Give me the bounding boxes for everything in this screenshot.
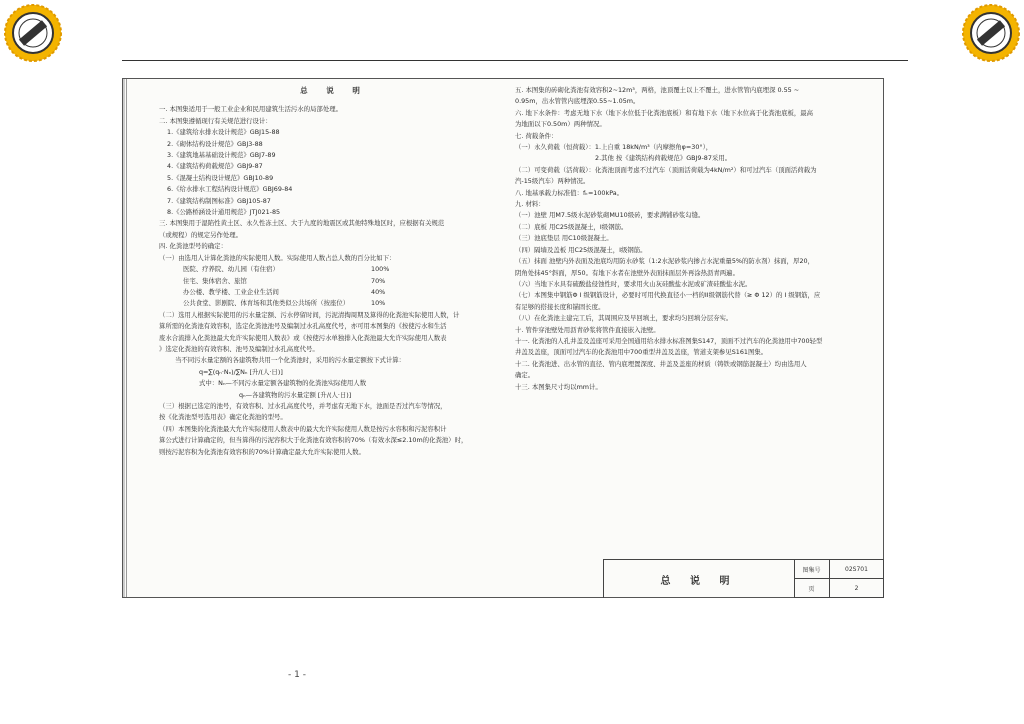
text-line: 算公式进行计算确定的，但当算得的污泥容积大于化粪池有效容积的70%（有效水深≤2.10m的化粪池）时， [159, 436, 468, 445]
usage-name: 住宅、集体宿舍、旅馆 [183, 276, 247, 285]
text-line: （七）本图集中钢筋Φ I 级钢筋设计，必要时可用代换直径小一档的II级钢筋代替（≥ Φ 12）的 I 级钢筋，应 [515, 291, 821, 300]
seal-icon-right [962, 4, 1020, 62]
text-line: 一. 本图集适用于一般工业企业和民用建筑生活污水的局部处理。 [159, 105, 342, 114]
text-line: 十二. 化粪池进、出水管的直径、管内底埋置深度、井盖及盖座的材质（铸铁或钢筋混凝土）均由选用人 [515, 359, 807, 368]
text-line: （二）选用人根据实际使用的污水量定额、污水停留时间，污泥清掏周期及算得的化粪池实际使用人数，计 [159, 310, 460, 319]
usage-name: 公共食堂、影剧院、体育场和其他类似公共场所（按座位） [183, 299, 350, 308]
text-line: 八. 地基承载力标准值：fₖ=100kPa。 [515, 188, 624, 197]
usage-name: 办公楼、教学楼、工业企业生活间 [183, 287, 279, 296]
text-line: （五）抹面 池壁内外表面及池底均用防水砂浆（1:2水泥砂浆内掺占水泥重量5%的防水剂）抹面，厚20， [515, 257, 814, 266]
text-line: 按《化粪池型号选用表》确定化粪池的型号。 [159, 413, 287, 422]
text-line: 0.95m，出水管管内底埋深0.55~1.05m。 [515, 97, 640, 106]
usage-pct: 100% [371, 265, 390, 274]
usage-pct: 70% [371, 276, 386, 285]
text-line: 3.《建筑地基基础设计规范》GBJ7-89 [167, 151, 276, 160]
text-line: （四）隔墙及盖板 用C25级混凝土，I级钢筋。 [515, 245, 647, 254]
usage-name: 医院、疗养院、幼儿园（有住宿） [183, 265, 279, 274]
text-line: 三. 本图集用于湿陷性黄土区、永久性冻土区、大于九度的地震区或其他特殊地区时，应根据有关规范 [159, 219, 445, 228]
text-line: 6.《给水排水工程结构设计规范》GBJ69-84 [167, 185, 293, 194]
usage-row [159, 264, 509, 275]
text-line: （一）永久荷载（恒荷载）：1.上自重 18kN/m³（内摩擦角φ=30°）， [515, 143, 713, 152]
formula: q=∑(qₙ·Nₙ)/∑Nₙ [升/(人·日)] [199, 367, 283, 376]
text-line: 2.《砌体结构设计规范》GBJ3-88 [167, 139, 263, 148]
sheet-page-number: 2 [830, 579, 884, 598]
usage-row [159, 276, 509, 287]
sheet-edge [126, 79, 127, 597]
text-line: （三）池底垫层 用C10级混凝土。 [515, 234, 613, 243]
text-line: 1.《建筑给水排水设计规范》GBJ15-88 [167, 128, 280, 137]
text-line: （二）可变荷载（活荷载）：化粪池顶面考虑不过汽车（顶面活荷载为4kN/m²）和可过汽车（顶面活荷载为 [515, 165, 817, 174]
text-line: （二）底板 用C25级混凝土，I级钢筋。 [515, 222, 628, 231]
text-line: 汽-15级汽车）两种情况。 [515, 177, 590, 186]
title-block [603, 559, 884, 598]
text-line: 2.其他 按《建筑结构荷载规范》GBJ9-87采用。 [595, 154, 732, 163]
text-line: （一）由选用人计算化粪池的实际使用人数。实际使用人数占总人数的百分比如下： [159, 253, 396, 262]
page-label: 页 [794, 579, 830, 598]
text-line: 为地面以下0.50m）两种情况。 [515, 120, 606, 129]
text-line: 5.《混凝土结构设计规范》GBJ10-89 [167, 173, 274, 182]
text-line: （四）本图集的化粪池最大允许实际使用人数表中的最大允许实际使用人数是按污水容积和污泥容积计 [159, 424, 447, 433]
document-title: 总 说 明 [300, 86, 368, 95]
atlas-number: 02S701 [830, 560, 884, 579]
seal-icon-left [4, 4, 62, 62]
text-line: （六）当地下水具有硫酸盐侵蚀性时，要求用火山灰硅酸盐水泥或矿渣硅酸盐水泥。 [515, 279, 752, 288]
text-line: 阴角处抹45°斜面，厚50。有地下水者在池壁外表面抹面层外再涂热沥青两遍。 [515, 268, 739, 277]
text-line: 当不同污水量定额的各建筑物共用一个化粪池时，采用的污水量定额按下式计算： [175, 356, 406, 365]
text-line: 确定。 [515, 371, 535, 380]
drawing-sheet [122, 78, 884, 598]
usage-row [159, 298, 509, 309]
right-column [515, 85, 875, 393]
usage-pct: 10% [371, 299, 386, 308]
left-column [159, 85, 509, 458]
text-line: 二. 本图集遵循现行有关规范进行设计： [159, 116, 272, 125]
text-line: 废水合流排入化粪池最大允许实际使用人数表》或《按使污水单独排入化粪池最大允许实际使用人数表 [159, 333, 447, 342]
text-line: （三）根据已选定的池号，有效容积、过水孔高度代号，并考虑有无地下水，池面是否过汽车等情况， [159, 401, 447, 410]
text-line: 7.《建筑结构制图标准》GBJ105-87 [167, 196, 271, 205]
usage-row [159, 287, 509, 298]
text-line: 六. 地下水条件：考虑无地下水（地下水位低于化粪池底板）和有地下水（地下水位高于化粪池底板，最高 [515, 108, 814, 117]
atlas-label: 图集号 [794, 560, 830, 579]
text-line: （八）在化粪池主建完工后，其周围应及早回填土，要求均匀回填分层夯实。 [515, 314, 733, 323]
text-line: 七. 荷载条件： [515, 131, 558, 140]
text-line: 》选定化粪池的有效容积、池号及编制过水孔高度代号。 [159, 344, 319, 353]
title-block-main: 总 说 明 [604, 560, 795, 598]
text-line: 十一. 化粪池的人孔井盖及盖座可采用全国通用给水排水标准图集S147，顶面不过汽车的化粪池用中700轻型 [515, 336, 823, 345]
text-line: 算所需的化粪池有效容积，选定化粪池池号及编制过水孔高度代号，亦可用本图集的《按使污水和生活 [159, 322, 447, 331]
usage-pct: 40% [371, 287, 386, 296]
text-line: 井盖及盖座，顶面可过汽车的化粪池用中700重型井盖及盖座，管道支架参见S161图集。 [515, 348, 768, 357]
header-rule [122, 60, 908, 61]
text-line: 8.《公路桥涵设计通用规范》JTJ021-85 [167, 208, 281, 217]
text-line: 十. 管件穿池壁处用沥青砂浆将管件直接嵌入池壁。 [515, 325, 660, 334]
text-line: （一）池壁 用M7.5级水泥砂浆砌MU10级砖，要求满铺砂浆勾缝。 [515, 211, 705, 220]
text-line: 四. 化粪池型号的确定： [159, 242, 227, 251]
text-line: 则按污泥容积为化粪池有效容积的70%计算确定最大允许实际使用人数。 [159, 447, 365, 456]
text-line: 五. 本图集的砖砌化粪池有效容积2~12m³，两格，池顶覆土以上不覆土，进水管管内底埋深 0.55 ~ [515, 86, 800, 94]
text-line: 有足够的搭接长度和锚固长度。 [515, 302, 605, 311]
page-number: - 1 - [288, 670, 306, 680]
text-line: （或规程）的规定另作处理。 [159, 230, 243, 239]
text-line: qₙ—各建筑物的污水量定额 [升/(人·日)] [239, 390, 352, 399]
text-line: 九. 材料： [515, 200, 545, 209]
text-line: 4.《建筑结构荷载规范》GBJ9-87 [167, 162, 263, 171]
text-line: 式中：Nₙ—不同污水量定额各建筑物的化粪池实际使用人数 [199, 379, 367, 388]
text-line: 十三. 本图集尺寸均以mm计。 [515, 382, 602, 391]
